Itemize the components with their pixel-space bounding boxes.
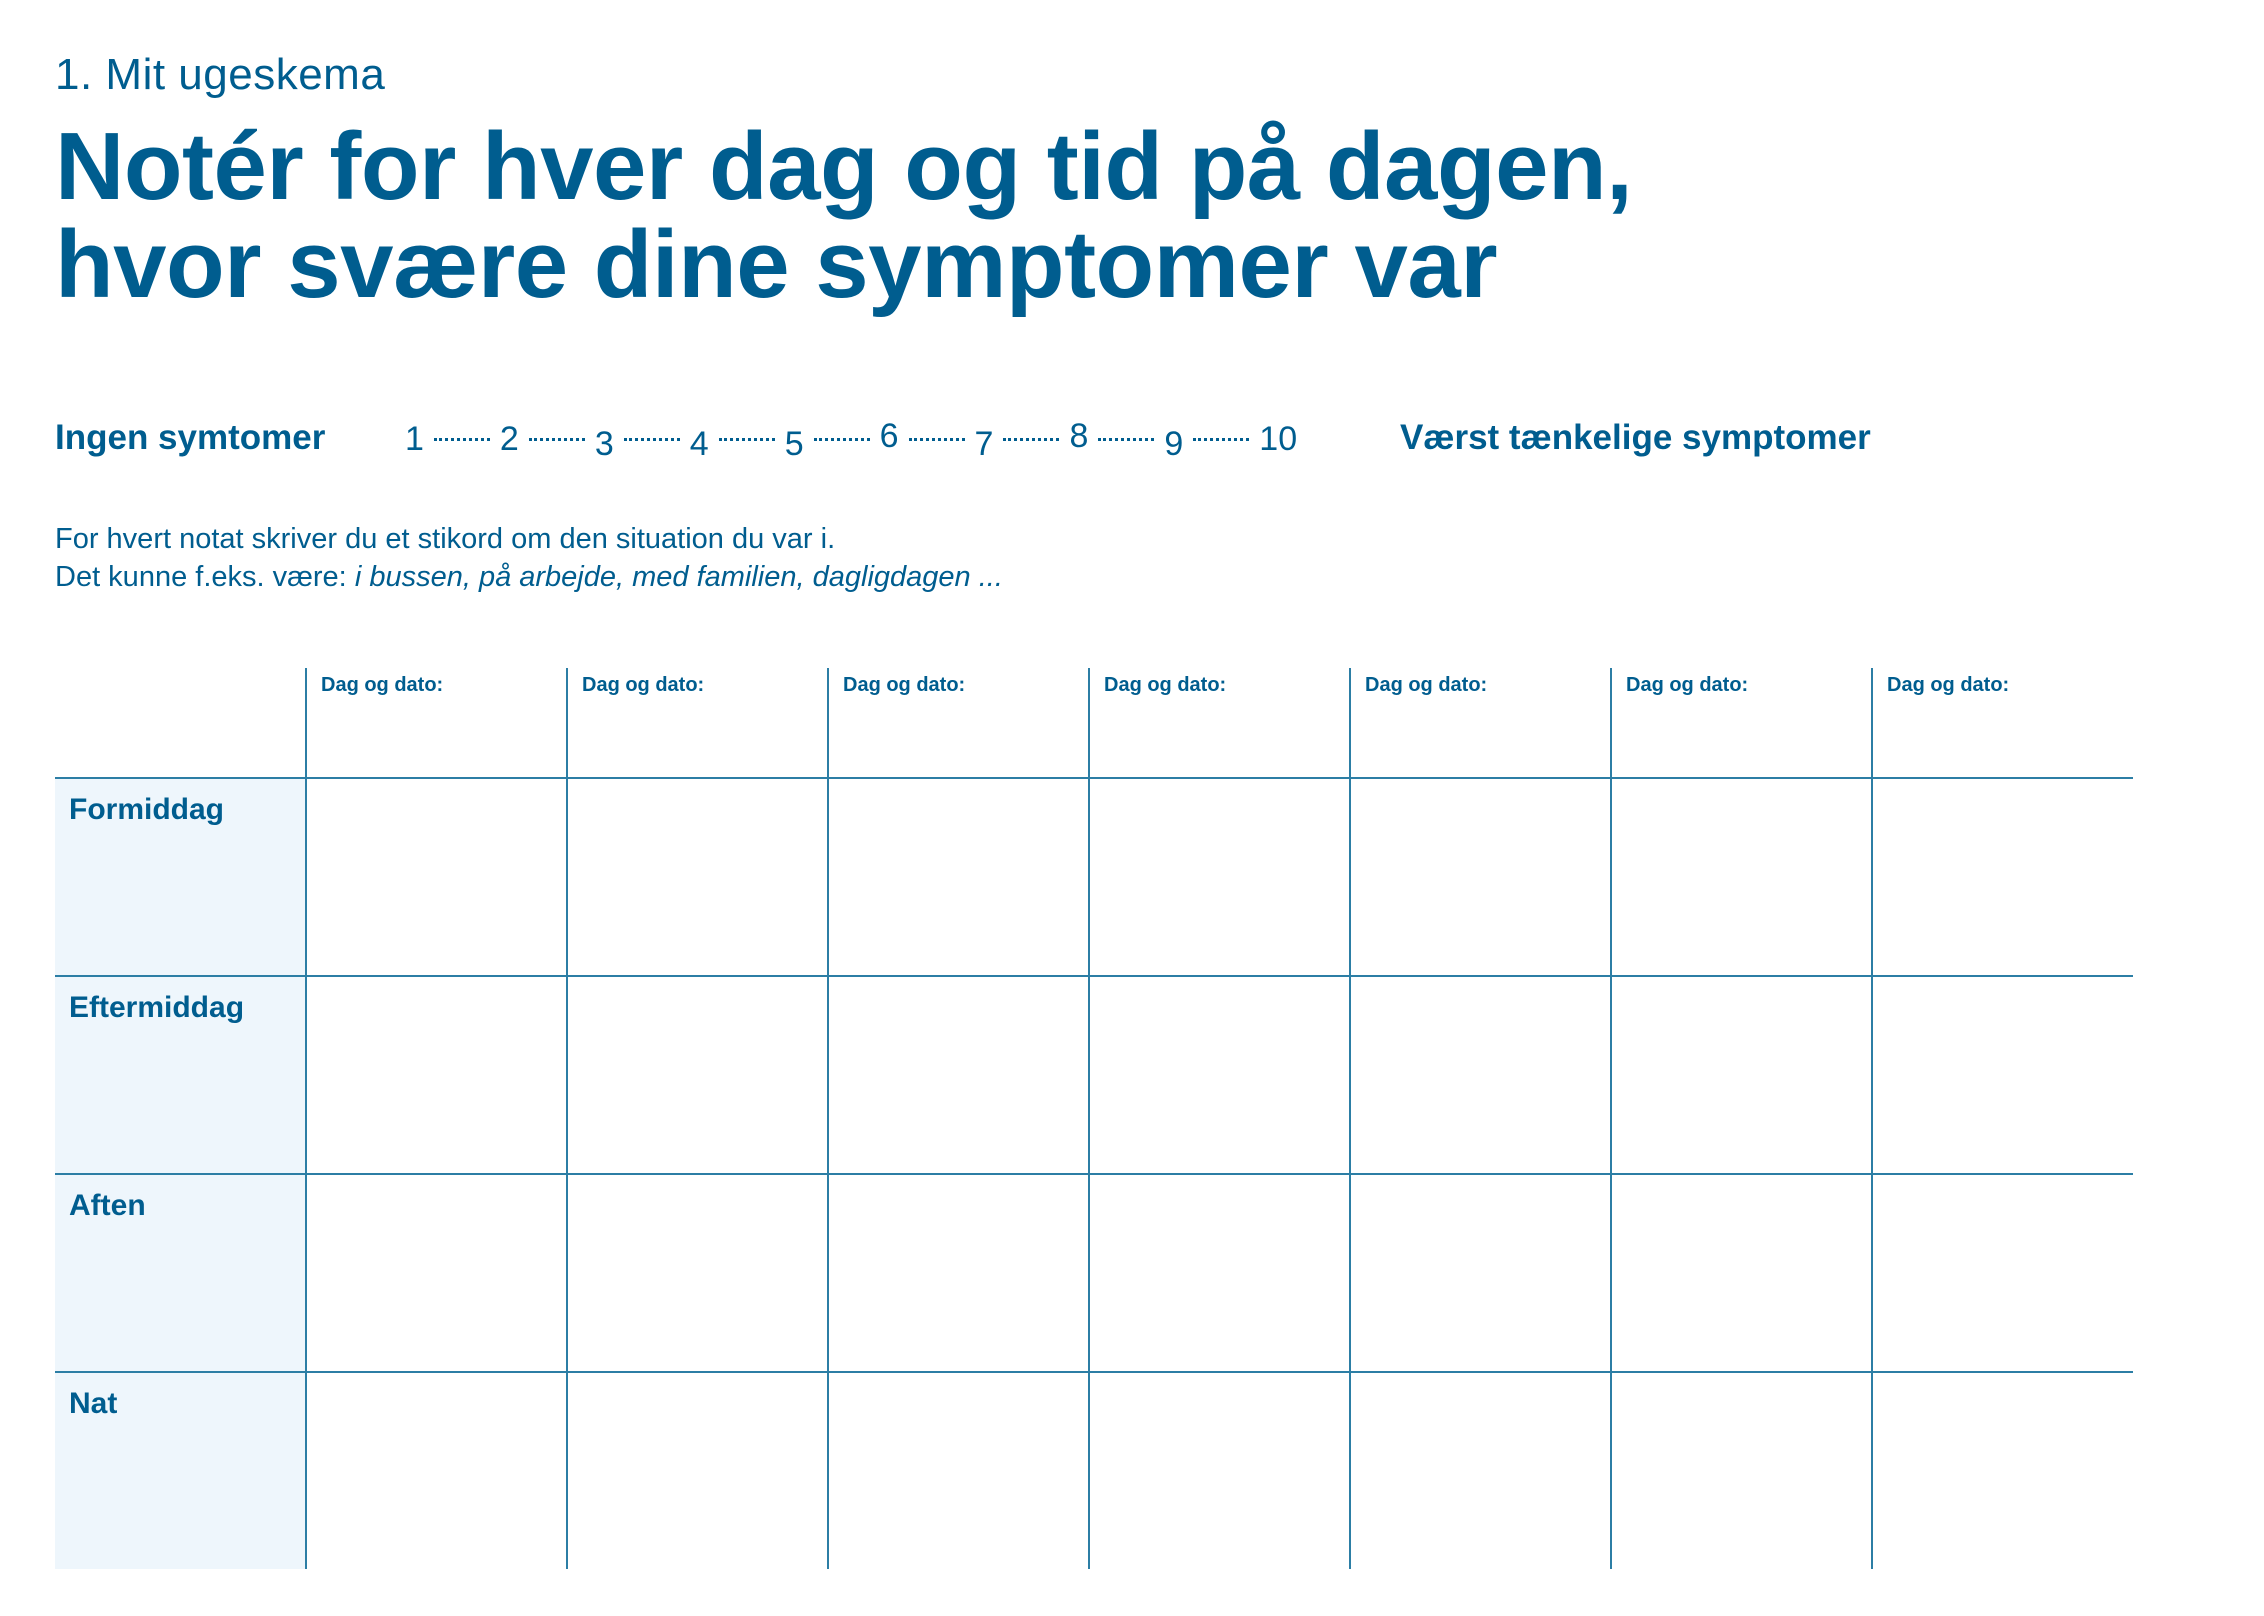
entry-cell[interactable] xyxy=(306,1174,567,1372)
schedule-table xyxy=(55,668,2133,1569)
section-label: 1. Mit ugeskema xyxy=(55,50,386,99)
row-label-nat: Nat xyxy=(55,1372,306,1569)
scale-dots xyxy=(1003,438,1059,441)
scale-dots xyxy=(1098,438,1154,441)
row-label-formiddag: Formiddag xyxy=(55,778,306,976)
entry-cell[interactable] xyxy=(306,778,567,976)
day-date-header: Dag og dato: xyxy=(1611,668,1872,778)
scale-step: 8 xyxy=(1069,417,1089,455)
entry-cell[interactable] xyxy=(828,1372,1089,1569)
entry-cell[interactable] xyxy=(828,976,1089,1174)
day-date-header: Dag og dato: xyxy=(1350,668,1611,778)
entry-cell[interactable] xyxy=(1089,1372,1350,1569)
table-row xyxy=(55,1174,2133,1372)
entry-cell[interactable] xyxy=(567,778,828,976)
scale-dots xyxy=(1193,438,1249,441)
entry-cell[interactable] xyxy=(1089,1174,1350,1372)
scale-step: 7 xyxy=(974,425,994,463)
entry-cell[interactable] xyxy=(567,1372,828,1569)
entry-cell[interactable] xyxy=(306,1372,567,1569)
entry-cell[interactable] xyxy=(828,778,1089,976)
entry-cell[interactable] xyxy=(828,1174,1089,1372)
entry-cell[interactable] xyxy=(1611,976,1872,1174)
entry-cell[interactable] xyxy=(567,976,828,1174)
entry-cell[interactable] xyxy=(567,1174,828,1372)
entry-cell[interactable] xyxy=(1089,778,1350,976)
instructions-line-1: For hvert notat skriver du et stikord om den situation du var i. xyxy=(55,523,836,555)
scale-step: 9 xyxy=(1164,425,1184,463)
entry-cell[interactable] xyxy=(1089,976,1350,1174)
scale-dots xyxy=(624,438,680,441)
instructions-prefix: Det kunne f.eks. være: xyxy=(55,561,355,593)
scale-dots xyxy=(434,438,490,441)
page-title xyxy=(55,113,1633,318)
entry-cell[interactable] xyxy=(1872,1174,2133,1372)
scale-dots xyxy=(719,438,775,441)
scale-max-label: Værst tænkelige symptomer xyxy=(1400,418,1871,457)
scale-step: 4 xyxy=(689,425,709,463)
instructions xyxy=(55,520,1003,596)
scale-step: 10 xyxy=(1259,420,1298,458)
entry-cell[interactable] xyxy=(1611,1174,1872,1372)
severity-scale xyxy=(55,418,1955,468)
entry-cell[interactable] xyxy=(1611,1372,1872,1569)
table-header-row xyxy=(55,668,2133,778)
scale-step: 3 xyxy=(594,425,614,463)
scale-step: 5 xyxy=(784,425,804,463)
day-date-header: Dag og dato: xyxy=(567,668,828,778)
row-label-aften: Aften xyxy=(55,1174,306,1372)
title-line-1: Notér for hver dag og tid på dagen, xyxy=(55,113,1633,220)
day-date-header: Dag og dato: xyxy=(1872,668,2133,778)
scale-dots xyxy=(814,438,870,441)
day-date-header: Dag og dato: xyxy=(306,668,567,778)
instructions-examples: i bussen, på arbejde, med familien, dagligdagen ... xyxy=(354,561,1003,593)
entry-cell[interactable] xyxy=(1611,778,1872,976)
entry-cell[interactable] xyxy=(1350,778,1611,976)
entry-cell[interactable] xyxy=(1872,778,2133,976)
scale-step: 2 xyxy=(499,420,519,458)
scale-dots xyxy=(909,438,965,441)
entry-cell[interactable] xyxy=(1350,1372,1611,1569)
scale-dots xyxy=(529,438,585,441)
entry-cell[interactable] xyxy=(1350,1174,1611,1372)
entry-cell[interactable] xyxy=(1350,976,1611,1174)
day-date-header: Dag og dato: xyxy=(1089,668,1350,778)
row-label-eftermiddag: Eftermiddag xyxy=(55,976,306,1174)
scale-steps xyxy=(405,417,1298,463)
title-line-2: hvor svære dine symptomer var xyxy=(55,211,1498,318)
entry-cell[interactable] xyxy=(1872,1372,2133,1569)
scale-step: 1 xyxy=(405,420,424,458)
instructions-line-2 xyxy=(55,558,1003,596)
table-row xyxy=(55,778,2133,976)
table-row xyxy=(55,976,2133,1174)
table-corner xyxy=(55,668,306,778)
entry-cell[interactable] xyxy=(1872,976,2133,1174)
scale-min-label: Ingen symtomer xyxy=(55,418,326,457)
table-row xyxy=(55,1372,2133,1569)
entry-cell[interactable] xyxy=(306,976,567,1174)
day-date-header: Dag og dato: xyxy=(828,668,1089,778)
scale-step: 6 xyxy=(879,417,899,455)
